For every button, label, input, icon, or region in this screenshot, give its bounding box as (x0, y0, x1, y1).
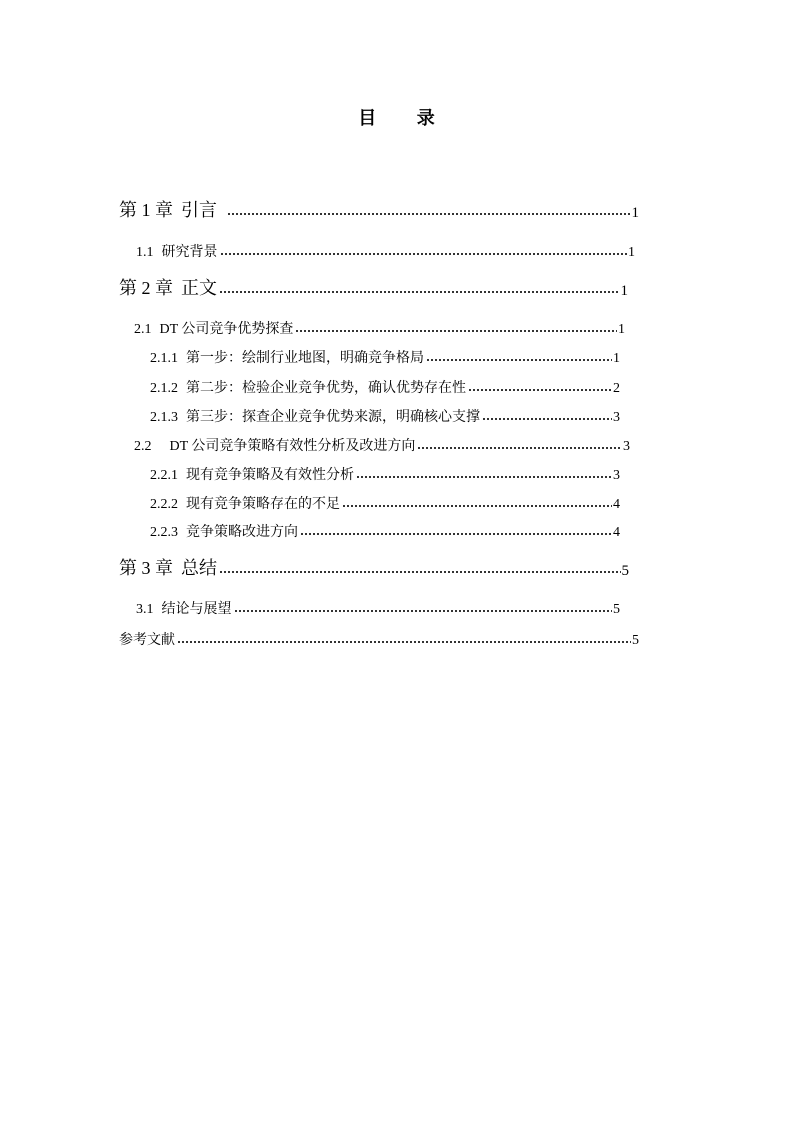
entry-page: 4 (613, 497, 620, 512)
toc-entry-2-2[interactable] (134, 433, 630, 455)
entry-number: 2.1.2 (150, 381, 178, 396)
toc-entry-chapter-3[interactable] (119, 558, 629, 580)
entry-page: 2 (613, 381, 620, 396)
toc-entry-2-1[interactable] (134, 316, 625, 338)
entry-label: 引言 (181, 200, 217, 220)
toc-entry-chapter-1[interactable] (119, 200, 639, 222)
entry-label: 第一步：绘制行业地图，明确竞争格局 (186, 351, 424, 366)
dot-leader (220, 252, 628, 256)
entry-number: 2.1.3 (150, 410, 178, 425)
dot-leader (468, 388, 612, 392)
dot-leader (295, 329, 617, 333)
entry-label: DT 公司竞争策略有效性分析及改进方向 (169, 439, 416, 454)
entry-label: 现有竞争策略及有效性分析 (186, 468, 354, 483)
toc-title: 目 录 (358, 108, 453, 128)
dot-leader (234, 609, 613, 613)
entry-number: 1.1 (136, 245, 154, 260)
dot-leader (219, 290, 620, 294)
entry-page: 1 (618, 322, 625, 337)
dot-leader (417, 446, 622, 450)
entry-number: 2.1 (134, 322, 152, 337)
toc-entry-2-1-1[interactable] (150, 345, 620, 367)
entry-label: 总结 (181, 558, 217, 578)
entry-label: 竞争策略改进方向 (186, 525, 298, 540)
entry-number: 2.2.1 (150, 468, 178, 483)
entry-number: 2.2.2 (150, 497, 178, 512)
dot-leader (300, 532, 612, 536)
dot-leader (177, 640, 631, 644)
entry-label: 第二步：检验企业竞争优势，确认优势存在性 (186, 381, 466, 396)
entry-page: 5 (621, 563, 629, 579)
entry-label: 正文 (181, 278, 217, 298)
entry-page: 1 (631, 205, 639, 221)
entry-number: 第 3 章 (119, 558, 173, 578)
toc-entry-2-2-1[interactable] (150, 462, 620, 484)
dot-leader (227, 212, 631, 216)
toc-entry-3-1[interactable] (136, 596, 620, 618)
dot-leader (426, 358, 612, 362)
toc-entry-2-2-2[interactable] (150, 491, 620, 513)
entry-page: 4 (613, 525, 620, 540)
entry-page: 3 (623, 439, 630, 454)
dot-leader (356, 475, 612, 479)
entry-page: 3 (613, 468, 620, 483)
toc-entry-references[interactable] (119, 627, 639, 649)
toc-entry-chapter-2[interactable] (119, 278, 628, 300)
entry-number: 2.2 (134, 439, 152, 454)
toc-entry-2-1-2[interactable] (150, 375, 620, 397)
entry-number: 第 2 章 (119, 278, 173, 298)
entry-label: 研究背景 (161, 245, 218, 260)
entry-label: 第三步：探查企业竞争优势来源，明确核心支撑 (186, 410, 480, 425)
entry-label: 现有竞争策略存在的不足 (186, 497, 340, 512)
toc-entry-1-1[interactable] (136, 239, 635, 261)
toc-entry-2-1-3[interactable] (150, 404, 620, 426)
entry-page: 3 (613, 410, 620, 425)
entry-label: 参考文献 (119, 633, 175, 648)
entry-page: 5 (613, 602, 620, 617)
entry-page: 1 (620, 283, 628, 299)
entry-label: 结论与展望 (161, 602, 232, 617)
entry-number: 2.1.1 (150, 351, 178, 366)
entry-number: 第 1 章 (119, 200, 173, 220)
dot-leader (482, 417, 612, 421)
dot-leader (219, 570, 621, 574)
entry-page: 5 (632, 633, 639, 648)
entry-page: 1 (613, 351, 620, 366)
entry-number: 2.2.3 (150, 525, 178, 540)
entry-page: 1 (628, 245, 635, 260)
entry-label: DT 公司竞争优势探查 (159, 322, 294, 337)
entry-number: 3.1 (136, 602, 154, 617)
toc-entry-2-2-3[interactable] (150, 519, 620, 541)
dot-leader (342, 504, 612, 508)
